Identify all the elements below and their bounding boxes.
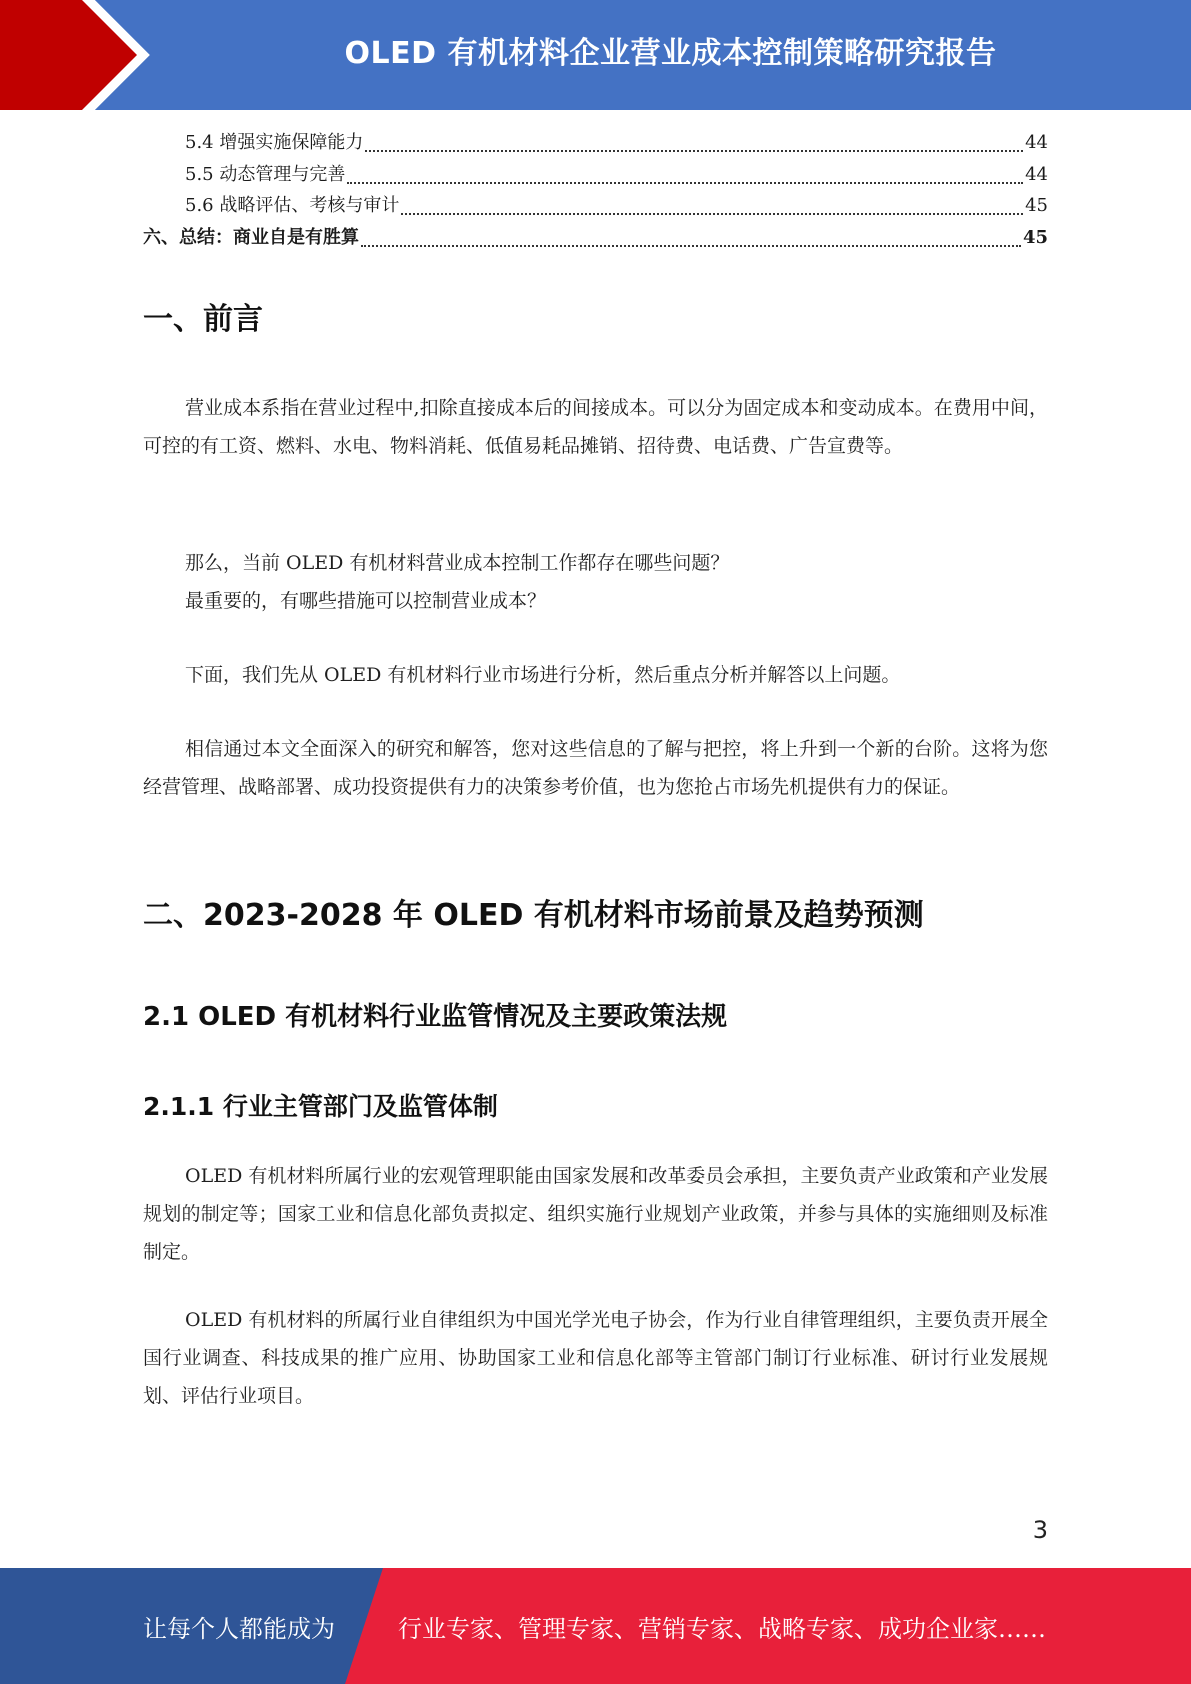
toc-page-number: 45 <box>1022 226 1048 248</box>
toc-leader-dots <box>401 212 1023 215</box>
heading-preface: 一、前言 <box>143 302 263 337</box>
toc-label: 5.4 增强实施保障能力 <box>185 132 364 153</box>
toc-leader-dots <box>365 149 1023 152</box>
heading-2-1: 2.1 OLED 有机材料行业监管情况及主要政策法规 <box>143 1002 728 1032</box>
header-title: OLED 有机材料企业营业成本控制策略研究报告 <box>344 36 997 71</box>
toc-entry-5-5[interactable] <box>143 160 1048 192</box>
paragraph-preface-1: 营业成本系指在营业过程中,扣除直接成本后的间接成本。可以分为固定成本和变动成本。在费用中间，可控的有工资、燃料、水电、物料消耗、低值易耗品摊销、招待费、电话费、广告宣费等。 <box>143 397 1048 457</box>
paragraph-regulation-2: OLED 有机材料的所属行业自律组织为中国光学光电子协会，作为行业自律管理组织，主要负责开展全国行业调查、科技成果的推广应用、协助国家工业和信息化部等主管部门制订行业标准、研讨行业发展规划、评估行业项目。 <box>143 1309 1048 1407</box>
paragraph-preface-question-1: 那么，当前 OLED 有机材料营业成本控制工作都存在哪些问题？ <box>185 552 730 574</box>
paragraph-preface-question-2: 最重要的，有哪些措施可以控制营业成本？ <box>185 590 547 612</box>
toc-page-number: 44 <box>1025 132 1048 153</box>
toc-page-number: 45 <box>1025 195 1048 216</box>
toc-entry-5-4[interactable] <box>143 128 1048 160</box>
heading-market-forecast: 二、2023-2028 年 OLED 有机材料市场前景及趋势预测 <box>143 898 924 933</box>
paragraph-preface-4: 相信通过本文全面深入的研究和解答，您对这些信息的了解与把控，将上升到一个新的台阶。这将为您经营管理、战略部署、成功投资提供有力的决策参考价值，也为您抢占市场先机提供有力的保证。 <box>143 738 1048 798</box>
page-footer <box>0 1568 1191 1684</box>
toc-leader-dots <box>361 244 1021 247</box>
toc-label: 5.6 战略评估、考核与审计 <box>185 195 400 216</box>
footer-slogan-left: 让每个人都能成为 <box>143 1614 335 1643</box>
paragraph-regulation-1: OLED 有机材料所属行业的宏观管理职能由国家发展和改革委员会承担，主要负责产业政策和产业发展规划的制定等；国家工业和信息化部负责拟定、组织实施行业规划产业政策，并参与具体的实施细则及标准制定。 <box>143 1165 1048 1263</box>
footer-slogan-right: 行业专家、管理专家、营销专家、战略专家、成功企业家…… <box>398 1614 1046 1643</box>
toc-label: 5.5 动态管理与完善 <box>185 163 346 185</box>
table-of-contents <box>143 128 1048 254</box>
toc-leader-dots <box>347 181 1023 184</box>
heading-2-1-1: 2.1.1 行业主管部门及监管体制 <box>143 1092 498 1121</box>
page-number: 3 <box>1032 1516 1048 1544</box>
toc-entry-5-6[interactable] <box>143 191 1048 223</box>
toc-label: 六、总结：商业自是有胜算 <box>143 226 359 248</box>
paragraph-preface-3: 下面，我们先从 OLED 有机材料行业市场进行分析，然后重点分析并解答以上问题。 <box>185 664 901 686</box>
toc-page-number: 44 <box>1025 163 1048 185</box>
page-header <box>0 0 1191 110</box>
toc-entry-6[interactable] <box>143 223 1048 255</box>
